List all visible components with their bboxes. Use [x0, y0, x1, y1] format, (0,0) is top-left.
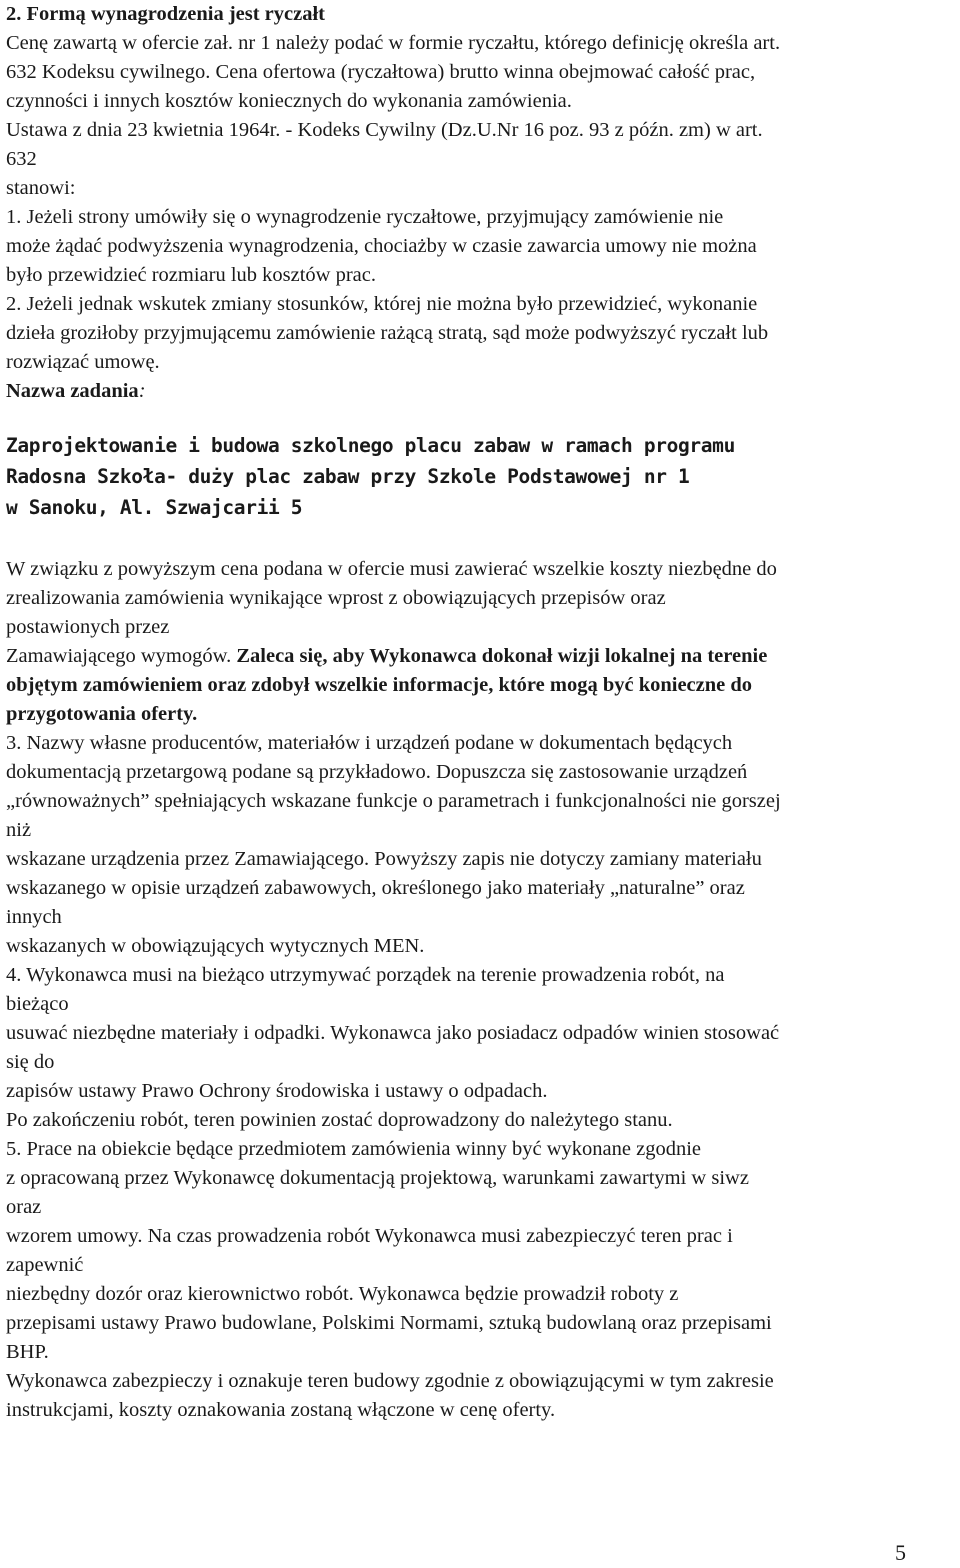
text-line-mixed: [6, 642, 956, 671]
text-line: się do: [6, 1051, 55, 1073]
text-line: „równoważnych” spełniających wskazane funkcje o parametrach i funkcjonalności nie gorszej: [6, 790, 781, 812]
text-line: zapewnić: [6, 1254, 84, 1276]
text-line: 5. Prace na obiekcie będące przedmiotem zamówienia winny być wykonane zgodnie: [6, 1138, 702, 1160]
text-line: BHP.: [6, 1341, 49, 1363]
text-line: W związku z powyższym cena podana w ofercie musi zawierać wszelkie koszty niezbędne do: [6, 558, 777, 580]
article-paragraph-line: rozwiązać umowę.: [6, 351, 160, 373]
text-line: Cenę zawartą w ofercie zał. nr 1 należy podać w formie ryczałtu, którego definicję określa art.: [6, 32, 781, 54]
document-page: [6, 0, 956, 1425]
task-title-line: w Sanoku, Al. Szwajcarii 5: [6, 496, 303, 519]
task-title-line: Zaprojektowanie i budowa szkolnego placu zabaw w ramach programu: [6, 434, 735, 457]
text-line: przepisami ustawy Prawo budowlane, Polskimi Normami, sztuką budowlaną oraz przepisami: [6, 1312, 772, 1334]
text-line: niezbędny dozór oraz kierownictwo robót. Wykonawca będzie prowadził roboty z: [6, 1283, 679, 1305]
article-paragraph-line: dzieła groziłoby przyjmującemu zamówienie rażącą stratą, sąd może podwyższyć ryczałt lub: [6, 322, 769, 344]
text-line: z opracowaną przez Wykonawcę dokumentacją projektową, warunkami zawartymi w siwz: [6, 1167, 749, 1189]
text-line: bieżąco: [6, 993, 69, 1015]
text-line: Ustawa z dnia 23 kwietnia 1964r. - Kodeks Cywilny (Dz.U.Nr 16 poz. 93 z późn. zm) w art.: [6, 119, 763, 141]
text-line: innych: [6, 906, 62, 928]
text-line: 632 Kodeksu cywilnego. Cena ofertowa (ryczałtowa) brutto winna obejmować całość prac,: [6, 61, 756, 83]
text-line: czynności i innych kosztów koniecznych do wykonania zamówienia.: [6, 90, 572, 112]
text-line: dokumentacją przetargową podane są przykładowo. Dopuszcza się zastosowanie urządzeń: [6, 761, 748, 783]
article-paragraph-line: było przewidzieć rozmiaru lub kosztów prac.: [6, 264, 377, 286]
page-number: 5: [895, 1540, 906, 1565]
text-line: usuwać niezbędne materiały i odpadki. Wykonawca jako posiadacz odpadów winien stosować: [6, 1022, 780, 1044]
bold-recommendation-line: objętym zamówieniem oraz zdobył wszelkie informacje, które mogą być konieczne do: [6, 674, 753, 696]
text-line: niż: [6, 819, 32, 841]
task-label-line: [6, 377, 956, 406]
task-title-line: Radosna Szkoła- duży plac zabaw przy Szkole Podstawowej nr 1: [6, 465, 690, 488]
text-line: zapisów ustawy Prawo Ochrony środowiska i ustawy o odpadach.: [6, 1080, 548, 1102]
section-heading: 2. Formą wynagrodzenia jest ryczałt: [6, 3, 326, 25]
text-line: wskazanych w obowiązujących wytycznych MEN.: [6, 935, 425, 957]
text-line: wskazanego w opisie urządzeń zabawowych, określonego jako materiały „naturalne” oraz: [6, 877, 745, 899]
text-line: 3. Nazwy własne producentów, materiałów i urządzeń podane w dokumentach będących: [6, 732, 733, 754]
text-line: postawionych przez: [6, 616, 170, 638]
article-paragraph-line: 2. Jeżeli jednak wskutek zmiany stosunków, której nie można było przewidzieć, wykonanie: [6, 293, 758, 315]
text-line: 4. Wykonawca musi na bieżąco utrzymywać porządek na terenie prowadzenia robót, na: [6, 964, 725, 986]
bold-recommendation: Zaleca się, aby Wykonawca dokonał wizji lokalnej na terenie: [236, 645, 768, 667]
bold-recommendation-line: przygotowania oferty.: [6, 703, 198, 725]
text-line: Wykonawca zabezpieczy i oznakuje teren budowy zgodnie z obowiązującymi w tym zakresie: [6, 1370, 774, 1392]
task-label-colon: :: [138, 380, 146, 402]
text-line: 632: [6, 148, 37, 170]
task-label: Nazwa zadania: [6, 380, 139, 402]
text-line: stanowi:: [6, 177, 76, 199]
text-line: wskazane urządzenia przez Zamawiającego. Powyższy zapis nie dotyczy zamiany materiału: [6, 848, 762, 870]
article-paragraph-line: może żądać podwyższenia wynagrodzenia, chociażby w czasie zawarcia umowy nie można: [6, 235, 757, 257]
text-line: oraz: [6, 1196, 42, 1218]
text-line: zrealizowania zamówienia wynikające wprost z obowiązujących przepisów oraz: [6, 587, 666, 609]
article-paragraph-line: 1. Jeżeli strony umówiły się o wynagrodzenie ryczałtowe, przyjmujący zamówienie nie: [6, 206, 724, 228]
text-line: instrukcjami, koszty oznakowania zostaną włączone w cenę oferty.: [6, 1399, 556, 1421]
text-line: wzorem umowy. Na czas prowadzenia robót Wykonawca musi zabezpieczyć teren prac i: [6, 1225, 733, 1247]
text-line: Po zakończeniu robót, teren powinien zostać doprowadzony do należytego stanu.: [6, 1109, 673, 1131]
plain-text: Zamawiającego wymogów.: [6, 645, 237, 667]
